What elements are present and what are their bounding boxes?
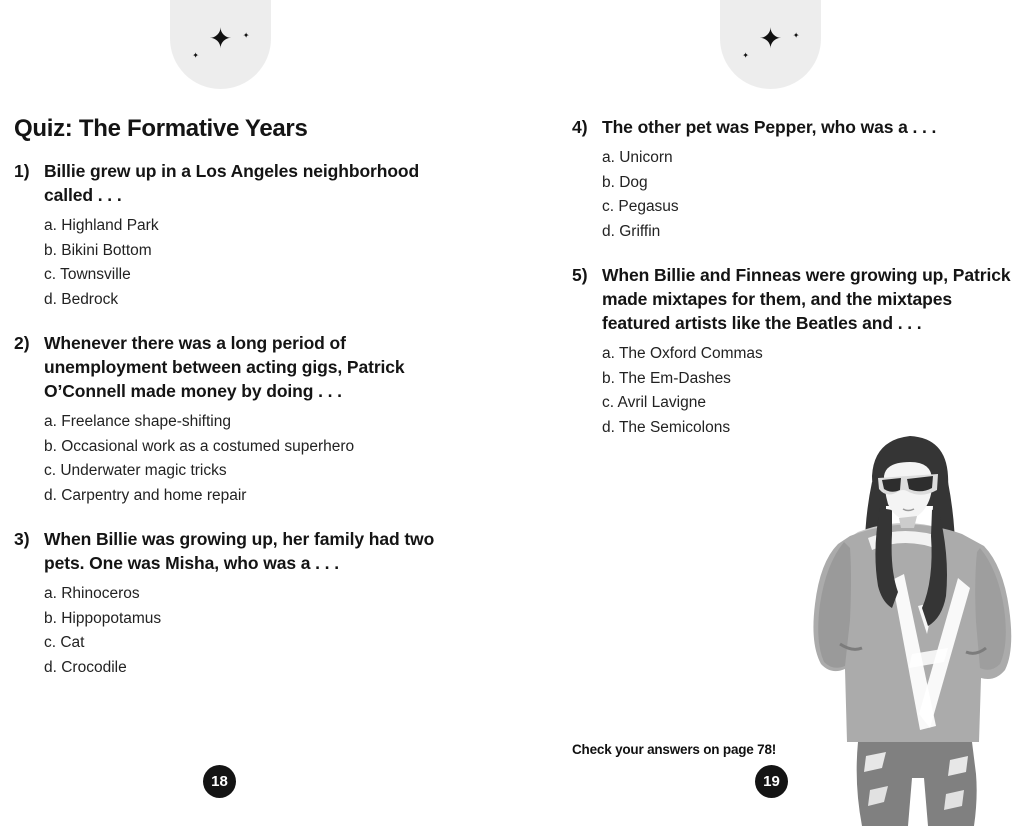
answer-option: a. The Oxford Commas <box>602 345 763 362</box>
answer-options <box>602 146 1016 244</box>
question-body <box>602 115 1016 244</box>
answer-option: b. Dog <box>602 173 648 191</box>
question-item-2 <box>14 331 456 508</box>
page-title: Quiz: The Formative Years <box>14 115 308 142</box>
billie-illustration <box>800 430 1024 826</box>
question-text: The other pet was Pepper, who was a . . . <box>602 117 937 137</box>
page-number-badge: 19 <box>755 765 788 798</box>
answer-options <box>602 342 1016 440</box>
question-text: When Billie and Finneas were growing up, Patrick made mixtapes for them, and the mixtapes featured artists like the Beatles and . . . <box>602 265 1011 333</box>
sparkle-dot-icon: ✦ <box>192 50 199 60</box>
billie-illustration-art <box>800 430 1024 826</box>
question-item-4 <box>572 115 1016 244</box>
question-text: Billie grew up in a Los Angeles neighborhood called . . . <box>44 161 420 205</box>
answer-option: c. Pegasus <box>602 198 679 215</box>
answer-options <box>44 410 456 508</box>
left-page-column <box>14 115 456 699</box>
answer-option: d. Carpentry and home repair <box>44 486 247 504</box>
sparkle-dot-icon: ✦ <box>742 50 749 60</box>
question-text: When Billie was growing up, her family had two pets. One was Misha, who was a . . . <box>44 529 435 573</box>
answer-option: b. Hippopotamus <box>44 609 162 627</box>
answer-options <box>44 214 456 312</box>
answer-option: a. Rhinoceros <box>44 585 140 602</box>
answer-option: c. Townsville <box>44 266 131 283</box>
answer-option: d. Griffin <box>602 222 661 240</box>
sparkle-dot-icon: ✦ <box>242 31 250 41</box>
answer-option: c. Cat <box>44 634 85 651</box>
answers-footnote: Check your answers on page 78! <box>572 742 777 757</box>
answer-option: b. Occasional work as a costumed superhero <box>44 437 355 455</box>
answer-option: a. Freelance shape-shifting <box>44 413 231 430</box>
answer-option: d. The Semicolons <box>602 418 731 436</box>
question-body <box>44 527 456 680</box>
question-body <box>44 331 456 508</box>
question-number: 1) <box>14 161 30 181</box>
sparkle-icon: ✦ <box>758 22 783 56</box>
answer-option: d. Crocodile <box>44 658 127 676</box>
answer-option: c. Underwater magic tricks <box>44 462 227 479</box>
question-number: 3) <box>14 529 30 549</box>
question-item-3 <box>14 527 456 680</box>
question-number: 4) <box>572 117 588 137</box>
sparkle-icon: ✦ <box>208 22 233 56</box>
question-number: 2) <box>14 333 30 353</box>
question-item-1 <box>14 159 456 312</box>
answer-option: b. Bikini Bottom <box>44 241 152 259</box>
answer-options <box>44 582 456 680</box>
answer-option: a. Unicorn <box>602 149 673 166</box>
answer-option: d. Bedrock <box>44 290 119 308</box>
right-page-column <box>572 115 1016 459</box>
answer-option: b. The Em-Dashes <box>602 369 731 387</box>
page-number-badge: 18 <box>203 765 236 798</box>
question-body <box>44 159 456 312</box>
question-text: Whenever there was a long period of unemployment between acting gigs, Patrick O’Connell made money by doing . . . <box>44 333 405 401</box>
answer-option: c. Avril Lavigne <box>602 394 706 411</box>
page-tab-decoration-right <box>720 0 821 89</box>
page-tab-decoration-left <box>170 0 271 89</box>
question-item-5 <box>572 263 1016 440</box>
sparkle-dot-icon: ✦ <box>792 31 800 41</box>
question-number: 5) <box>572 265 588 285</box>
answer-option: a. Highland Park <box>44 217 159 234</box>
question-body <box>602 263 1016 440</box>
